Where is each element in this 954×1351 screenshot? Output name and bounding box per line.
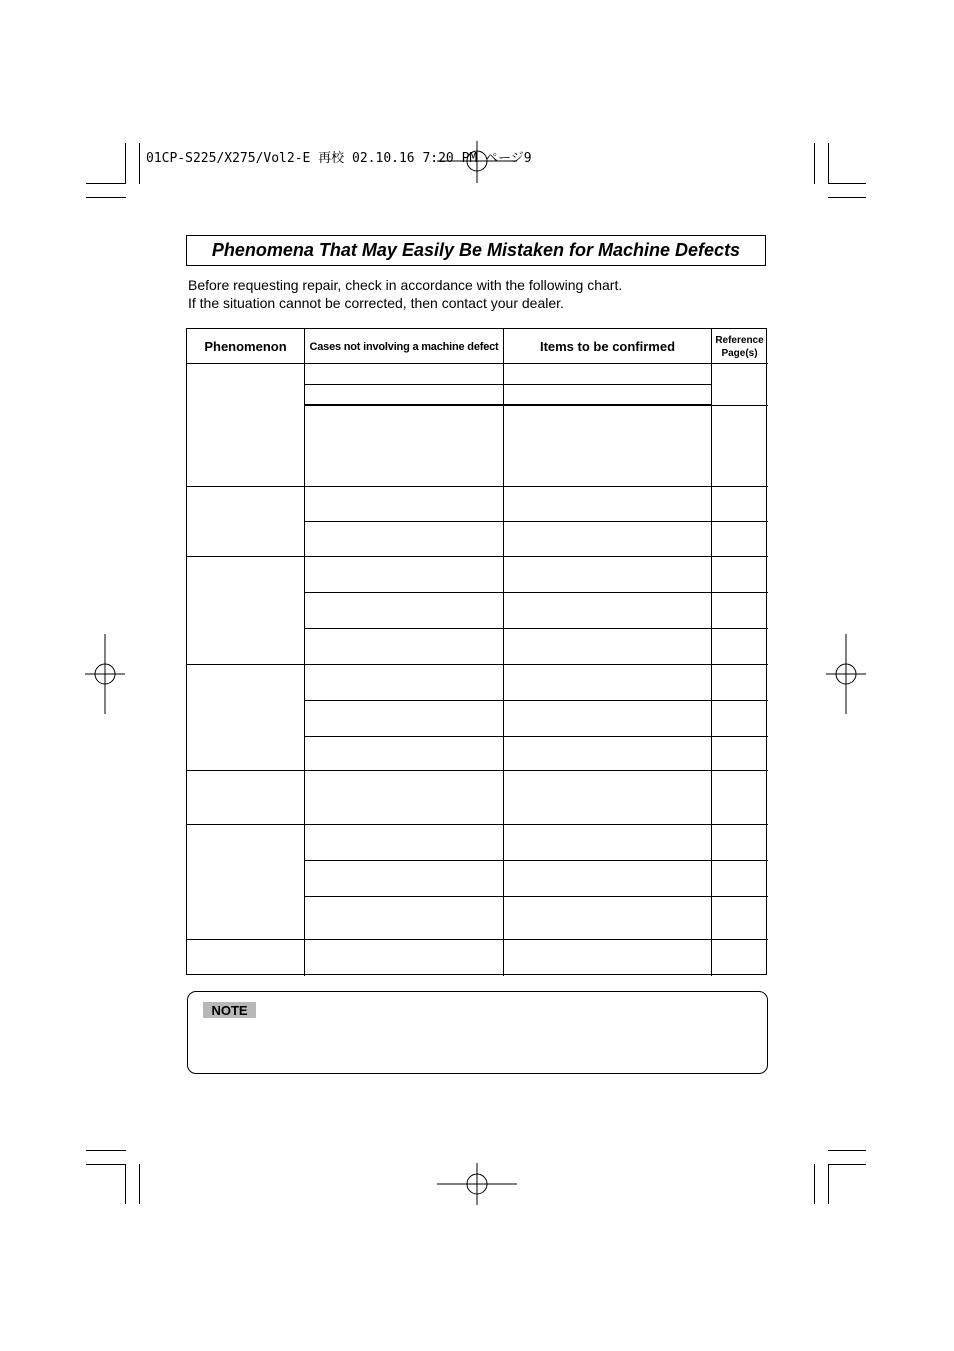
row-divider-3b (304, 628, 768, 629)
group-divider-6 (187, 939, 768, 940)
header-cases-label: Cases not involving a machine defect (309, 340, 499, 353)
header-reference-label-2: Page(s) (721, 347, 758, 359)
crop-mark-top-left-vertical (125, 143, 126, 184)
row-divider-4a (304, 700, 768, 701)
crop-mark-top-left-horizontal-inner (86, 197, 126, 198)
crop-mark-bottom-left-vertical-inner (139, 1164, 140, 1204)
group-divider-1 (187, 486, 768, 487)
group-divider-2 (187, 556, 768, 557)
header-reference (712, 329, 767, 364)
row-divider-6b (304, 896, 768, 897)
column-divider-3 (711, 329, 712, 976)
crop-mark-top-left-vertical-inner (139, 143, 140, 184)
column-divider-1 (304, 329, 305, 976)
row-divider-4b (304, 736, 768, 737)
column-divider-2 (503, 329, 504, 976)
crop-mark-bottom-right-vertical-inner (828, 1164, 829, 1204)
print-header: 01CP-S225/X275/Vol2-E 再校 02.10.16 7:20 PM ページ9 (146, 151, 532, 166)
row-divider-1c (304, 405, 768, 406)
header-phenomenon-label: Phenomenon (204, 339, 287, 354)
intro-line-2: If the situation cannot be corrected, then contact your dealer. (188, 295, 564, 311)
registration-mark-top (437, 137, 517, 187)
registration-mark-left (85, 634, 125, 714)
header-cases (305, 329, 503, 364)
troubleshooting-table (186, 328, 767, 975)
header-phenomenon (187, 329, 304, 364)
row-divider-3a (304, 592, 768, 593)
crop-mark-bottom-right-horizontal (828, 1150, 866, 1151)
note-box (187, 991, 768, 1074)
registration-mark-right (826, 634, 866, 714)
group-divider-4 (187, 770, 768, 771)
crop-mark-bottom-left-vertical (125, 1164, 126, 1204)
row-divider-2a (304, 521, 768, 522)
crop-mark-bottom-right-vertical (814, 1164, 815, 1204)
group-divider-3 (187, 664, 768, 665)
title-box (186, 235, 766, 266)
crop-mark-top-left-horizontal (86, 183, 126, 184)
header-items (504, 329, 711, 364)
row-divider-6a (304, 860, 768, 861)
crop-mark-bottom-right-horizontal-inner (828, 1164, 866, 1165)
header-reference-label-1: Reference (715, 334, 764, 346)
header-divider (187, 363, 768, 364)
row-divider-1a (304, 384, 712, 385)
crop-mark-top-right-horizontal (828, 183, 866, 184)
crop-mark-bottom-left-horizontal-inner (86, 1164, 126, 1165)
registration-mark-bottom (437, 1163, 517, 1205)
header-items-label: Items to be confirmed (539, 339, 676, 354)
crop-mark-top-right-horizontal-inner (828, 197, 866, 198)
crop-mark-bottom-left-horizontal (86, 1150, 126, 1151)
crop-mark-top-right-vertical (814, 143, 815, 184)
group-divider-5 (187, 824, 768, 825)
note-badge: NOTE (203, 1002, 256, 1018)
crop-mark-top-right-vertical-inner (828, 143, 829, 184)
page-title: Phenomena That May Easily Be Mistaken for Machine Defects (211, 240, 741, 260)
intro-line-1: Before requesting repair, check in accordance with the following chart. (188, 277, 623, 293)
